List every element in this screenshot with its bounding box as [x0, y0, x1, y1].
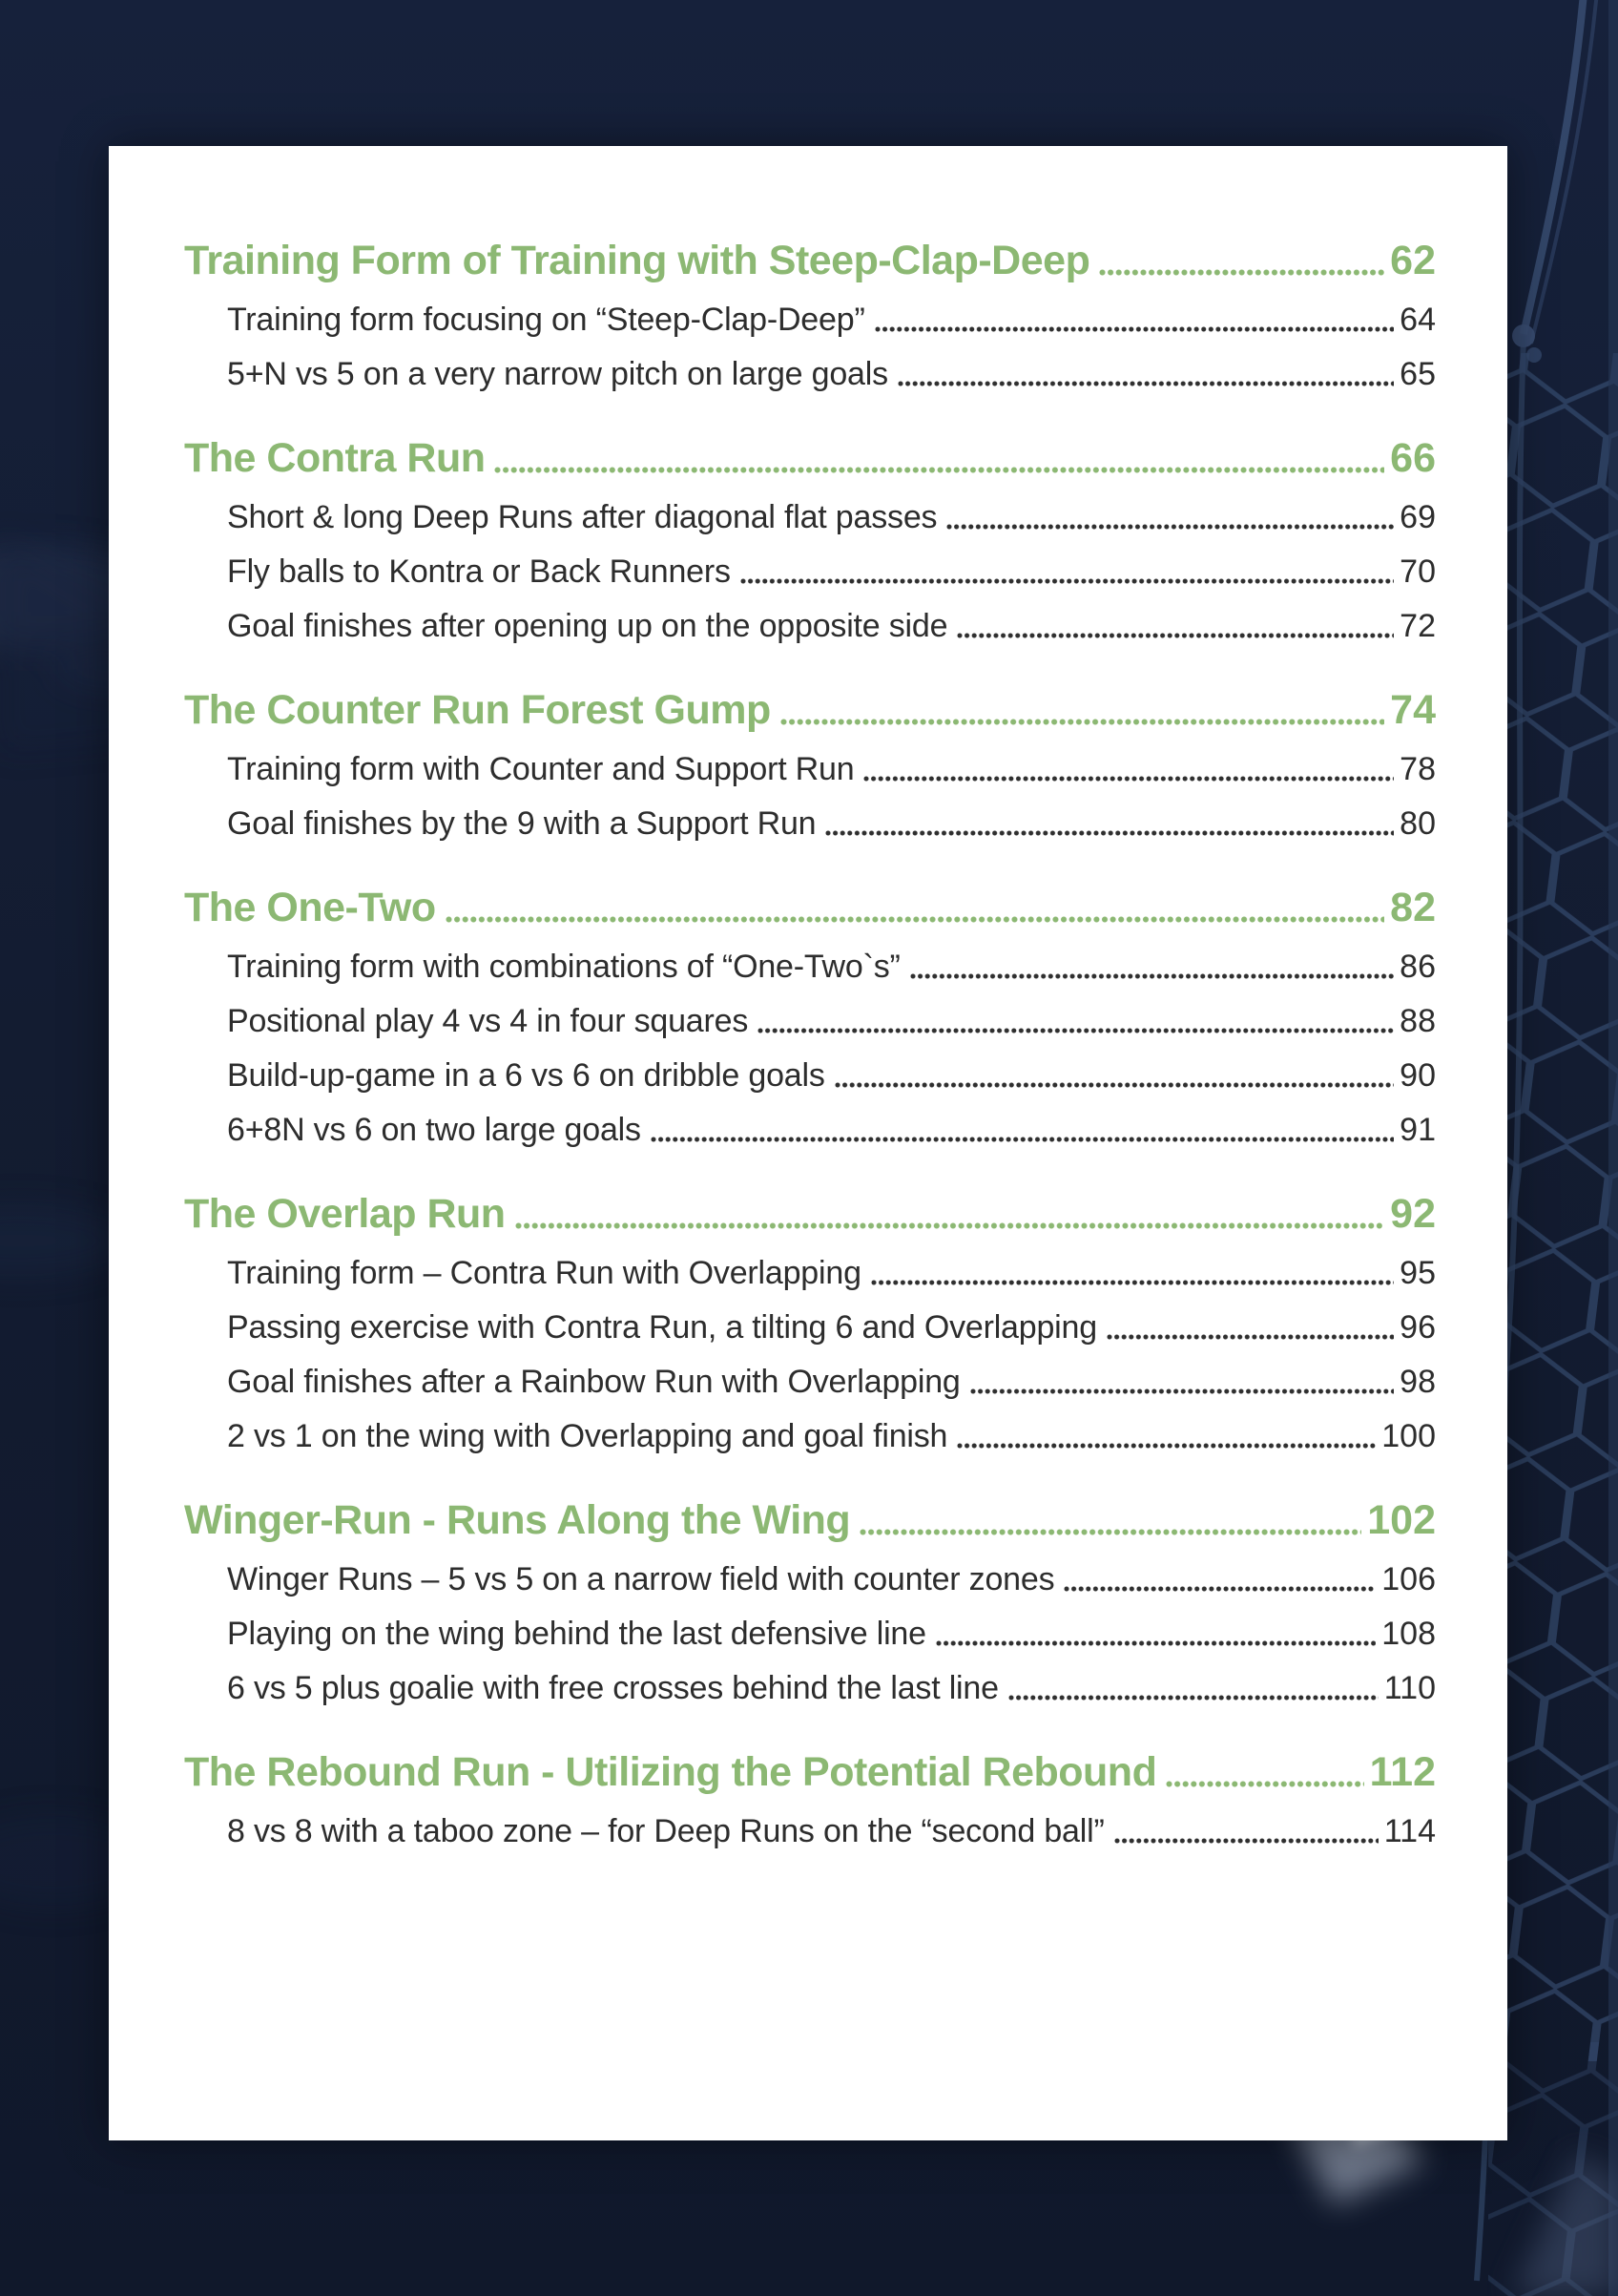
- toc-entry-row: [184, 734, 1436, 788]
- toc-entry-row: [184, 1544, 1436, 1598]
- entry-label: Training form with combinations of “One-Two`s”: [227, 949, 901, 985]
- entry-page-number: 69: [1400, 499, 1436, 535]
- entry-label: Training form with Counter and Support Run: [227, 751, 855, 787]
- toc-entry-row: [184, 284, 1436, 339]
- entry-page-number: 90: [1400, 1057, 1436, 1094]
- entry-label: Goal finishes after opening up on the opposite side: [227, 608, 948, 644]
- section-title: The Contra Run: [184, 435, 486, 481]
- dot-leader: [1008, 1695, 1379, 1701]
- dot-leader: [757, 1028, 1394, 1033]
- dot-leader: [740, 578, 1394, 584]
- toc-section: [184, 1180, 1436, 1455]
- section-title: Winger-Run - Runs Along the Wing: [184, 1497, 851, 1543]
- toc-entry-row: [184, 1401, 1436, 1455]
- section-title: The Overlap Run: [184, 1191, 506, 1237]
- dot-leader: [651, 1137, 1394, 1142]
- section-page-number: 102: [1367, 1497, 1436, 1543]
- section-title: Training Form of Training with Steep-Clap-Deep: [184, 238, 1090, 283]
- entry-label: 2 vs 1 on the wing with Overlapping and goal finish: [227, 1418, 948, 1454]
- toc-section-heading-row: [184, 227, 1436, 284]
- dot-leader: [863, 776, 1394, 782]
- entry-label: Goal finishes by the 9 with a Support Run: [227, 805, 817, 842]
- entry-page-number: 106: [1381, 1561, 1436, 1597]
- section-page-number: 92: [1390, 1191, 1436, 1237]
- entry-page-number: 100: [1381, 1418, 1436, 1454]
- dot-leader: [780, 719, 1384, 725]
- section-title: The Counter Run Forest Gump: [184, 687, 771, 733]
- entry-label: Goal finishes after a Rainbow Run with Overlapping: [227, 1364, 961, 1400]
- entry-label: Playing on the wing behind the last defensive line: [227, 1616, 926, 1652]
- entry-page-number: 72: [1400, 608, 1436, 644]
- toc-entry-row: [184, 1040, 1436, 1095]
- dot-leader: [1166, 1781, 1363, 1787]
- dot-leader: [910, 973, 1395, 979]
- toc-section-heading-row: [184, 874, 1436, 931]
- entry-page-number: 114: [1383, 1813, 1436, 1849]
- entry-label: 5+N vs 5 on a very narrow pitch on large goals: [227, 356, 888, 392]
- toc-page-card: [109, 146, 1507, 2140]
- entry-page-number: 96: [1400, 1309, 1436, 1346]
- entry-label: Positional play 4 vs 4 in four squares: [227, 1003, 749, 1039]
- entry-page-number: 86: [1400, 949, 1436, 985]
- section-page-number: 82: [1390, 885, 1436, 930]
- toc-section: [184, 1739, 1436, 1850]
- toc-entry-row: [184, 1292, 1436, 1346]
- toc-entry-row: [184, 1095, 1436, 1149]
- toc-section-heading-row: [184, 1180, 1436, 1238]
- entry-page-number: 110: [1383, 1670, 1436, 1706]
- entry-page-number: 108: [1381, 1616, 1436, 1652]
- entry-label: Training form – Contra Run with Overlapping: [227, 1255, 861, 1291]
- toc-section: [184, 1487, 1436, 1707]
- section-page-number: 62: [1390, 238, 1436, 283]
- entry-page-number: 65: [1400, 356, 1436, 392]
- entry-label: 6 vs 5 plus goalie with free crosses behind the last line: [227, 1670, 999, 1706]
- section-page-number: 66: [1390, 435, 1436, 481]
- dot-leader: [871, 1280, 1394, 1285]
- entry-label: Winger Runs – 5 vs 5 on a narrow field with counter zones: [227, 1561, 1055, 1597]
- toc-section: [184, 227, 1436, 393]
- dot-leader: [936, 1640, 1376, 1646]
- entry-label: Short & long Deep Runs after diagonal flat passes: [227, 499, 938, 535]
- toc-section-heading-row: [184, 425, 1436, 482]
- toc-entry-row: [184, 339, 1436, 393]
- entry-page-number: 91: [1400, 1112, 1436, 1148]
- section-title: The Rebound Run - Utilizing the Potential Rebound: [184, 1749, 1157, 1795]
- section-title: The One-Two: [184, 885, 436, 930]
- toc-entry-row: [184, 1238, 1436, 1292]
- dot-leader: [875, 326, 1395, 332]
- toc-entry-row: [184, 1598, 1436, 1653]
- toc-section: [184, 425, 1436, 645]
- toc-entry-row: [184, 1796, 1436, 1850]
- dot-leader: [494, 467, 1384, 473]
- toc-entry-row: [184, 1653, 1436, 1707]
- toc-section-heading-row: [184, 1739, 1436, 1796]
- dot-leader: [835, 1082, 1395, 1088]
- dot-leader: [957, 1443, 1376, 1449]
- dot-leader: [446, 916, 1385, 923]
- entry-page-number: 88: [1400, 1003, 1436, 1039]
- entry-page-number: 64: [1400, 302, 1436, 338]
- toc-section: [184, 874, 1436, 1149]
- table-of-contents: [109, 146, 1507, 1850]
- entry-label: Build-up-game in a 6 vs 6 on dribble goals: [227, 1057, 825, 1094]
- toc-entry-row: [184, 986, 1436, 1040]
- dot-leader: [957, 633, 1394, 638]
- section-page-number: 112: [1369, 1749, 1436, 1795]
- entry-label: Training form focusing on “Steep-Clap-Deep”: [227, 302, 865, 338]
- entry-page-number: 95: [1400, 1255, 1436, 1291]
- dot-leader: [515, 1222, 1385, 1229]
- dot-leader: [825, 830, 1394, 836]
- dot-leader: [1114, 1838, 1379, 1844]
- toc-entry-row: [184, 536, 1436, 591]
- dot-leader: [1064, 1586, 1376, 1592]
- toc-section: [184, 677, 1436, 843]
- toc-entry-row: [184, 1346, 1436, 1401]
- entry-page-number: 98: [1400, 1364, 1436, 1400]
- entry-label: 6+8N vs 6 on two large goals: [227, 1112, 641, 1148]
- toc-entry-row: [184, 482, 1436, 536]
- dot-leader: [898, 381, 1394, 386]
- section-page-number: 74: [1390, 687, 1436, 733]
- entry-page-number: 70: [1400, 553, 1436, 590]
- dot-leader: [946, 524, 1394, 530]
- toc-entry-row: [184, 591, 1436, 645]
- entry-page-number: 78: [1400, 751, 1436, 787]
- dot-leader: [1099, 269, 1384, 276]
- dot-leader: [1107, 1334, 1394, 1340]
- dot-leader: [970, 1388, 1395, 1394]
- toc-entry-row: [184, 931, 1436, 986]
- entry-label: 8 vs 8 with a taboo zone – for Deep Runs on the “second ball”: [227, 1813, 1105, 1849]
- dot-leader: [860, 1529, 1361, 1535]
- entry-label: Passing exercise with Contra Run, a tilting 6 and Overlapping: [227, 1309, 1097, 1346]
- toc-section-heading-row: [184, 677, 1436, 734]
- entry-page-number: 80: [1400, 805, 1436, 842]
- toc-entry-row: [184, 788, 1436, 843]
- toc-section-heading-row: [184, 1487, 1436, 1544]
- entry-label: Fly balls to Kontra or Back Runners: [227, 553, 731, 590]
